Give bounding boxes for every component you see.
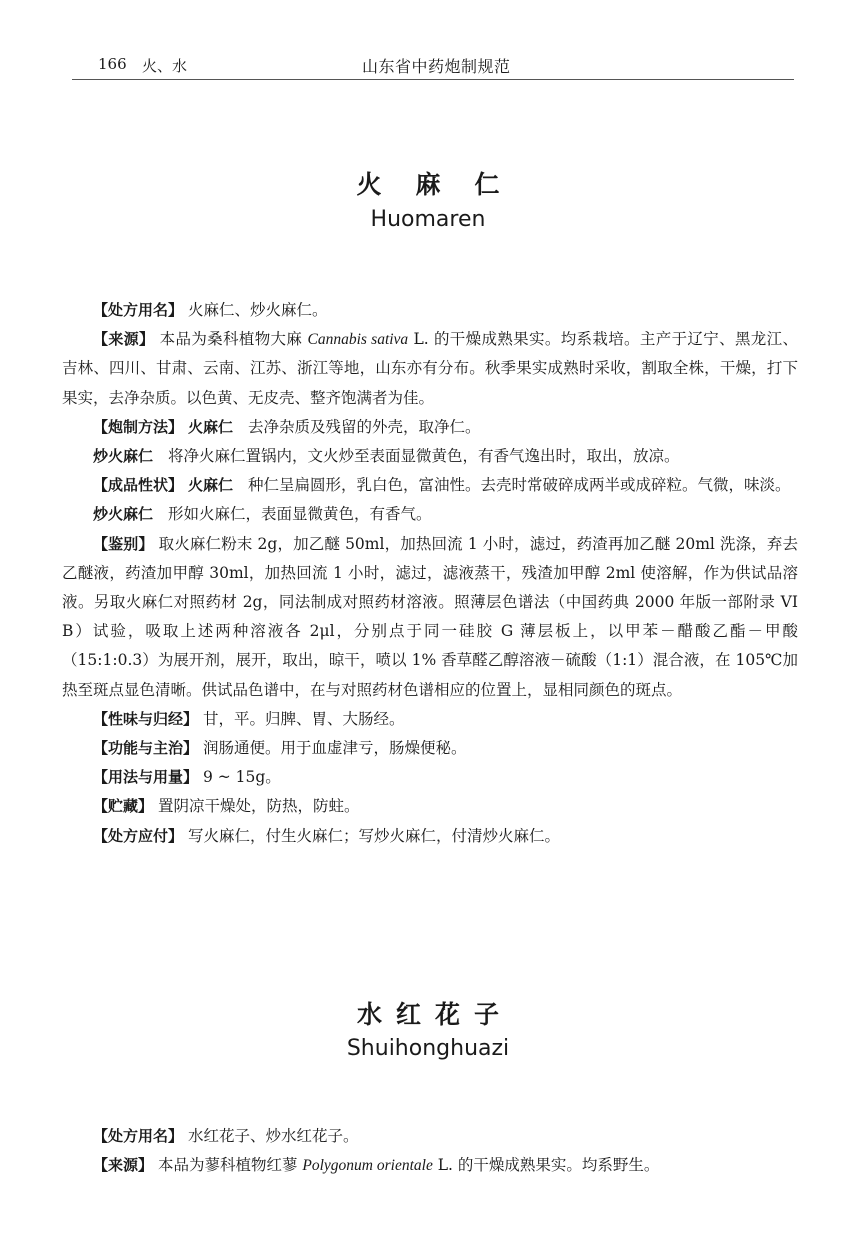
- nature-meridian-para: [62, 705, 798, 734]
- source-para: [62, 1151, 798, 1180]
- section-label: 【处方用名】: [93, 1127, 184, 1145]
- entry-title-pinyin: Shuihonghuazi: [346, 1036, 510, 1061]
- book-title: 山东省中药炮制规范: [362, 57, 511, 76]
- processing-para-2: [62, 442, 798, 471]
- section-text: 火麻仁、炒火麻仁。: [187, 301, 328, 319]
- section-label: 【来源】: [93, 330, 155, 349]
- subitem-text: 形如火麻仁，表面显微黄色，有香气。: [168, 505, 432, 524]
- section-text: 水红花子、炒水红花子。: [187, 1127, 359, 1145]
- entry-body: [62, 1122, 798, 1180]
- entry-body: [62, 296, 798, 851]
- page-header: [72, 52, 794, 82]
- section-label: 【鉴别】: [93, 534, 154, 553]
- dispensing-para: [62, 822, 798, 851]
- section-text: 本品为蓼科植物红蓼: [157, 1156, 303, 1175]
- section-label: 【处方应付】: [93, 826, 184, 845]
- section-label: 【炮制方法】: [93, 417, 184, 436]
- subitem-text: 去净杂质及残留的外壳，取净仁。: [247, 417, 481, 436]
- header-rule: [72, 79, 794, 80]
- subitem-name: 炒火麻仁: [93, 505, 154, 524]
- entry-title-cn: 火麻仁: [356, 170, 534, 199]
- latin-name: Polygonum orientale: [302, 1157, 433, 1175]
- section-index: 火、水: [142, 57, 188, 75]
- dosage-para: [62, 763, 798, 792]
- section-text: 取火麻仁粉末 2g，加乙醚 50ml，加热回流 1 小时，滤过，药渣再加乙醚 20ml 洗涤，弃去乙醚液，药渣加甲醇 30ml，加热回流 1 小时，滤过，滤液蒸干，残渣加甲醇 2ml 使溶解，作为供试品溶液。另取火麻仁对照药材 2g，同法制成对照药材溶液。照薄层色谱法（中国药典 2000 年版一部附录 VI B）试验，吸取上述两种溶液各 2μl，分别点于同一硅胶 G 薄层板上，以甲苯－醋酸乙酯－甲酸（15:1:0.3）为展开剂，展开，取出，晾干，喷以 1% 香草醛乙醇溶液－硫酸（1:1）混合液，在 105℃加热至斑点显色清晰。供试品色谱中，在与对照药材色谱相应的位置上，显相同颜色的斑点。: [62, 534, 798, 699]
- page-number: 166: [98, 55, 127, 73]
- source-para: [62, 325, 798, 413]
- prescription-names-para: [62, 1122, 798, 1151]
- entry-title-pinyin: Huomaren: [370, 207, 486, 232]
- characteristics-para-2: [62, 500, 798, 529]
- subitem-name: 炒火麻仁: [93, 447, 154, 466]
- subitem-text: 种仁呈扁圆形，乳白色，富油性。去壳时常破碎成两半或成碎粒。气微，味淡。: [247, 476, 791, 495]
- section-label: 【贮藏】: [93, 797, 154, 816]
- section-text: 写火麻仁，付生火麻仁；写炒火麻仁，付清炒火麻仁。: [187, 826, 560, 845]
- section-text: L. 的干燥成熟果实。均系野生。: [432, 1156, 660, 1175]
- functions-para: [62, 734, 798, 763]
- section-text: 润肠通便。用于血虚津亏，肠燥便秘。: [202, 739, 467, 758]
- section-label: 【用法与用量】: [93, 768, 199, 787]
- section-text: 甘，平。归脾、胃、大肠经。: [202, 709, 405, 728]
- characteristics-para: [62, 471, 798, 500]
- subitem-text: 将净火麻仁置锅内，文火炒至表面显微黄色，有香气逸出时，取出，放凉。: [168, 447, 680, 466]
- section-label: 【功能与主治】: [93, 739, 199, 758]
- prescription-names-para: [62, 296, 798, 325]
- section-label: 【成品性状】: [93, 476, 184, 495]
- storage-para: [62, 792, 798, 821]
- section-label: 【来源】: [93, 1156, 154, 1175]
- identification-para: [62, 530, 798, 705]
- subitem-name: 火麻仁: [187, 476, 233, 495]
- section-text: L. 的干燥成熟果实。均系栽培。主产于辽宁、黑龙江、吉林、四川、甘肃、云南、江苏、浙江等地，山东亦有分布。秋季果实成熟时采收，割取全株，干燥，打下果实，去净杂质。以色黄、无皮壳、整齐饱满者为佳。: [62, 330, 798, 407]
- section-text: 本品为桑科植物大麻: [159, 330, 308, 349]
- entry-title-cn: 水红花子: [356, 1000, 513, 1029]
- processing-para: [62, 413, 798, 442]
- section-label: 【处方用名】: [93, 301, 184, 319]
- section-text: 9 ~ 15g。: [202, 768, 281, 787]
- section-text: 置阴凉干燥处，防热，防蛀。: [157, 797, 360, 816]
- subitem-name: 火麻仁: [187, 417, 233, 436]
- latin-name: Cannabis sativa: [307, 331, 409, 349]
- section-label: 【性味与归经】: [93, 709, 199, 728]
